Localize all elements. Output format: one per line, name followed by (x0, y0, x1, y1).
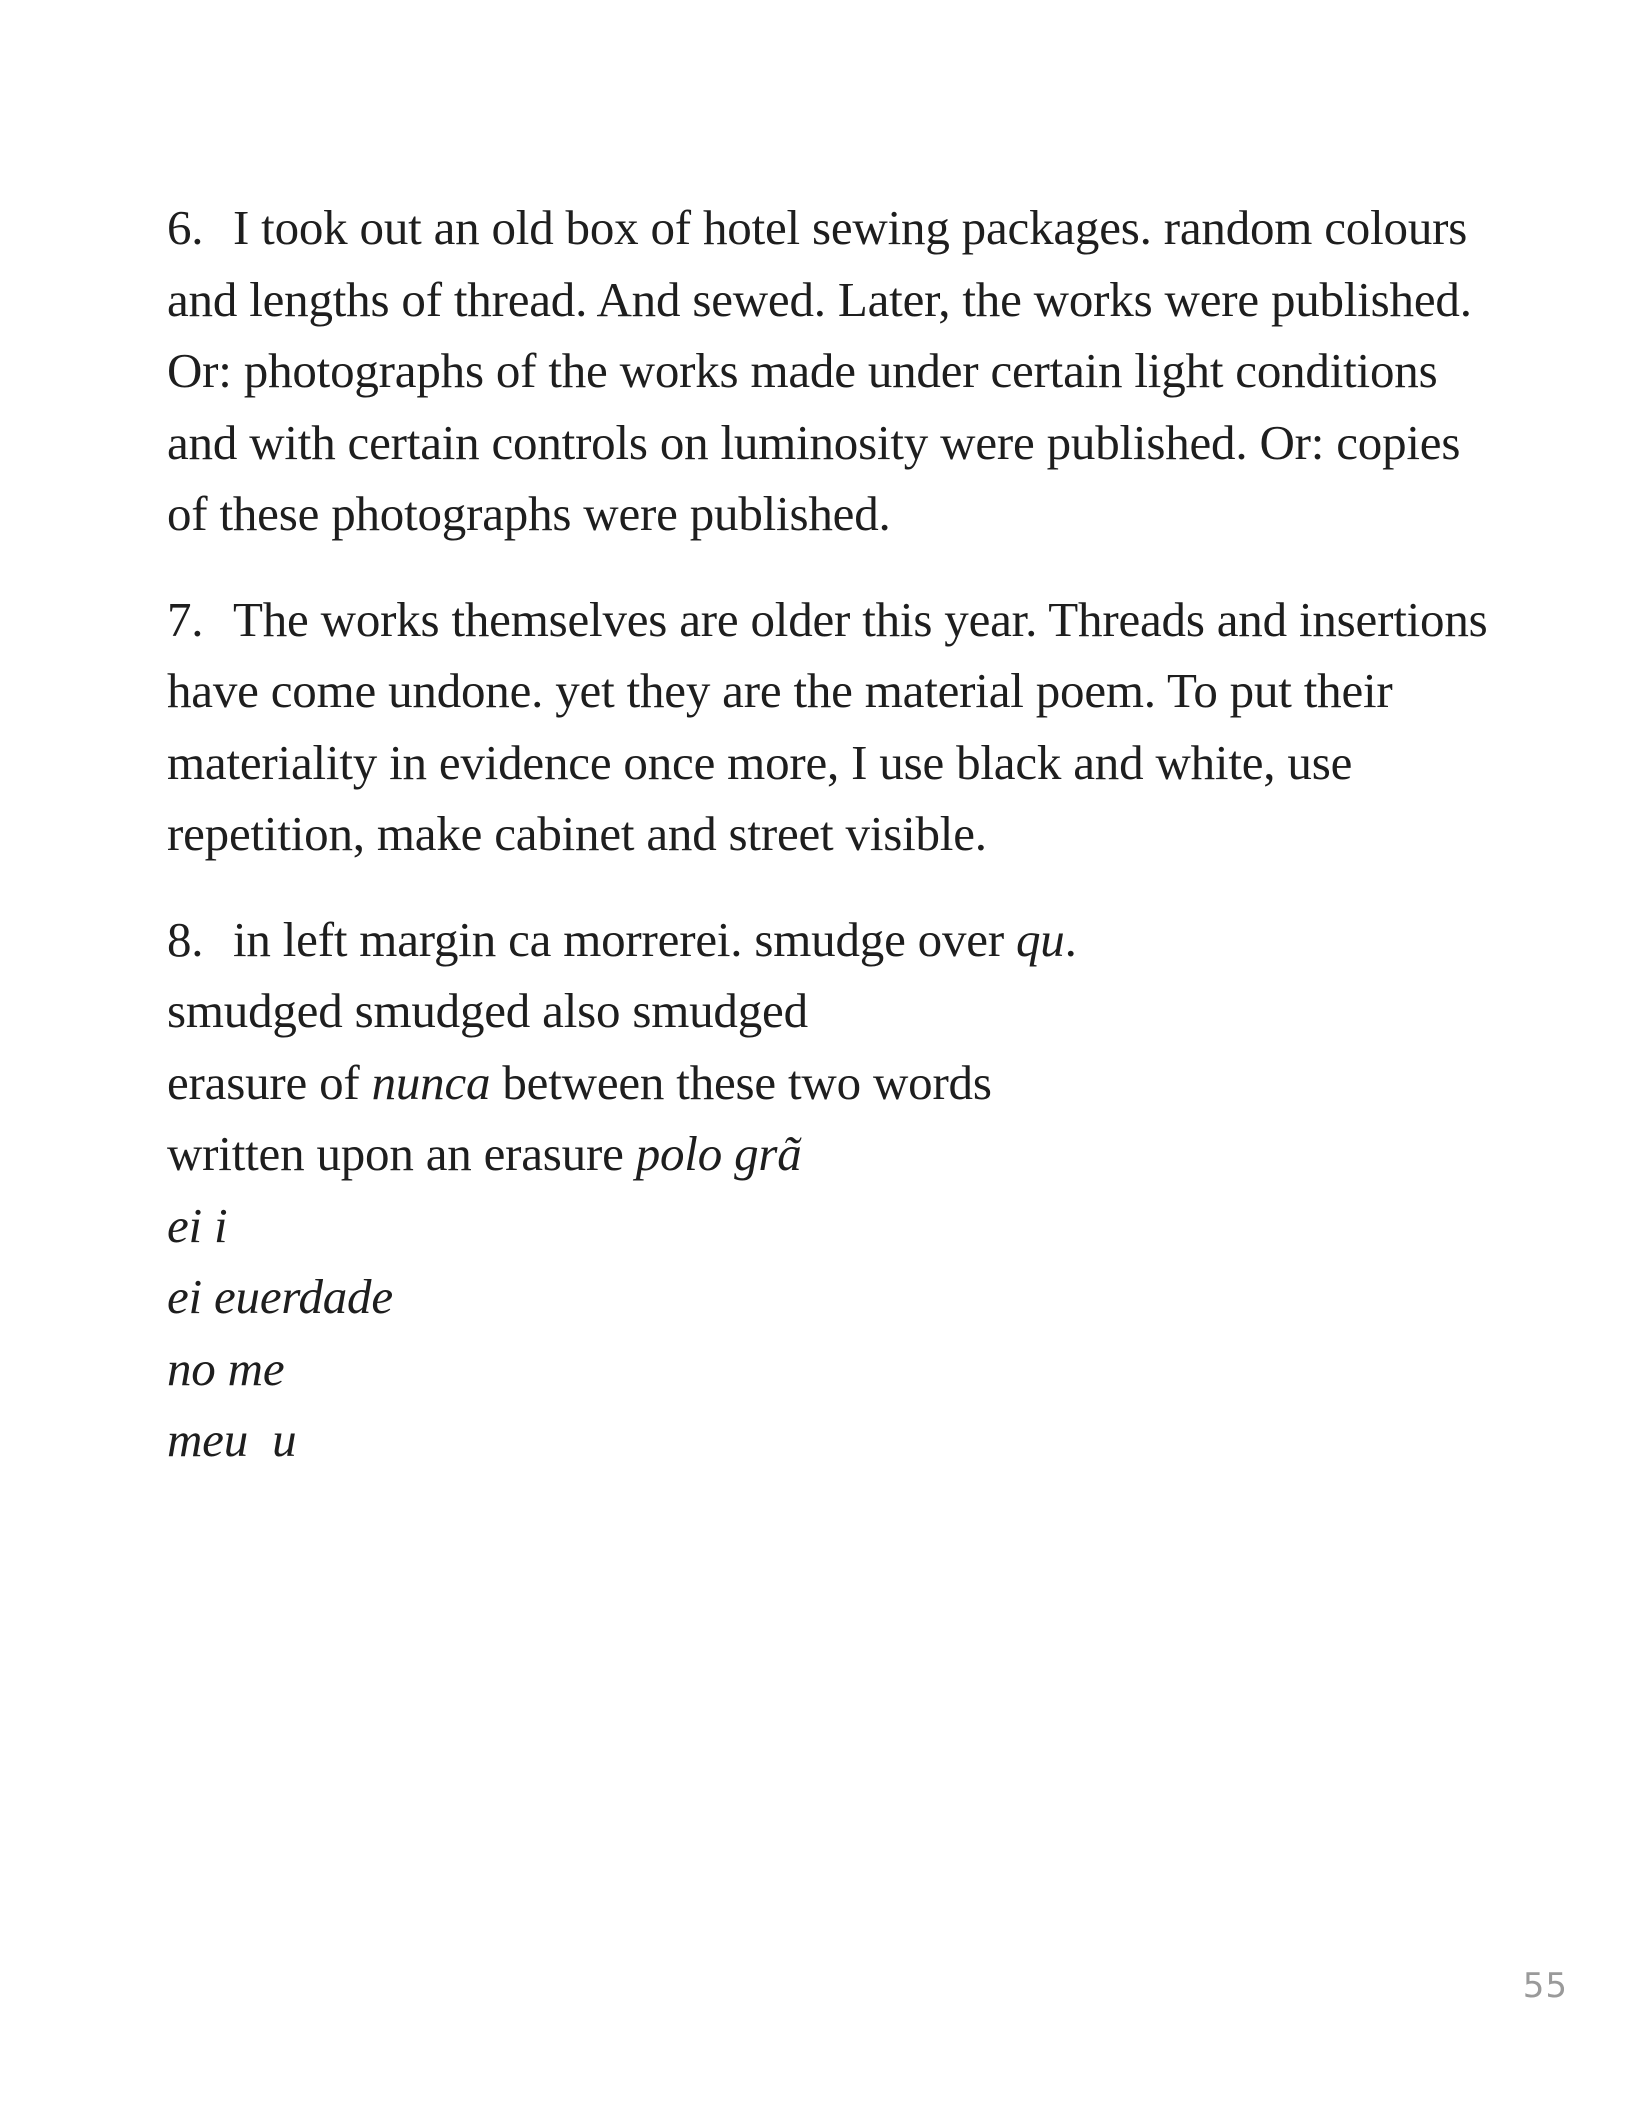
line-italic-text: nunca (371, 1054, 491, 1110)
line-text: . (1064, 911, 1077, 967)
paragraph-number: 6. (167, 200, 204, 255)
paragraph-number: 7. (167, 591, 204, 647)
page-number: 55 (1522, 1966, 1568, 2006)
paragraph-8-line-6: ei euerdade (167, 1269, 393, 1324)
paragraph-8-line-1 (167, 904, 1507, 976)
paragraph-text: The works themselves are older this year. Threads and insertions have come undone. yet they are the material poem. To put their materiality in evidence once more, I use black and white, use repetition, make cabinet and street visible. (167, 591, 1488, 861)
line-text: erasure of (167, 1054, 372, 1110)
line-text: in left margin ca morrerei. smudge over (233, 911, 1016, 967)
paragraph-7 (167, 584, 1507, 870)
paragraph-8-line-4 (167, 1118, 1507, 1190)
paragraph-8-line-8: meu u (167, 1412, 297, 1467)
line-text: between these two words (490, 1054, 992, 1110)
paragraph-8-line-3 (167, 1047, 1507, 1119)
body-text (167, 192, 1507, 1510)
paragraph-8-line-7: no me (167, 1340, 285, 1396)
line-italic-text: qu (1016, 911, 1065, 967)
paragraph-8-line-2: smudged smudged also smudged (167, 983, 808, 1038)
paragraph-8-line-5: ei i (167, 1197, 228, 1253)
paragraph-8 (167, 904, 1507, 1476)
paragraph-6 (167, 192, 1507, 550)
paragraph-text: I took out an old box of hotel sewing packages. random colours and lengths of thread. And sewed. Later, the works were published. Or: photographs of the works made under certain light conditions and with certain controls on luminosity were published. Or: copies of these photographs were published. (167, 200, 1472, 541)
line-italic-text: polo grã (635, 1126, 802, 1181)
paragraph-number: 8. (167, 911, 204, 967)
line-text: written upon an erasure (167, 1126, 636, 1181)
